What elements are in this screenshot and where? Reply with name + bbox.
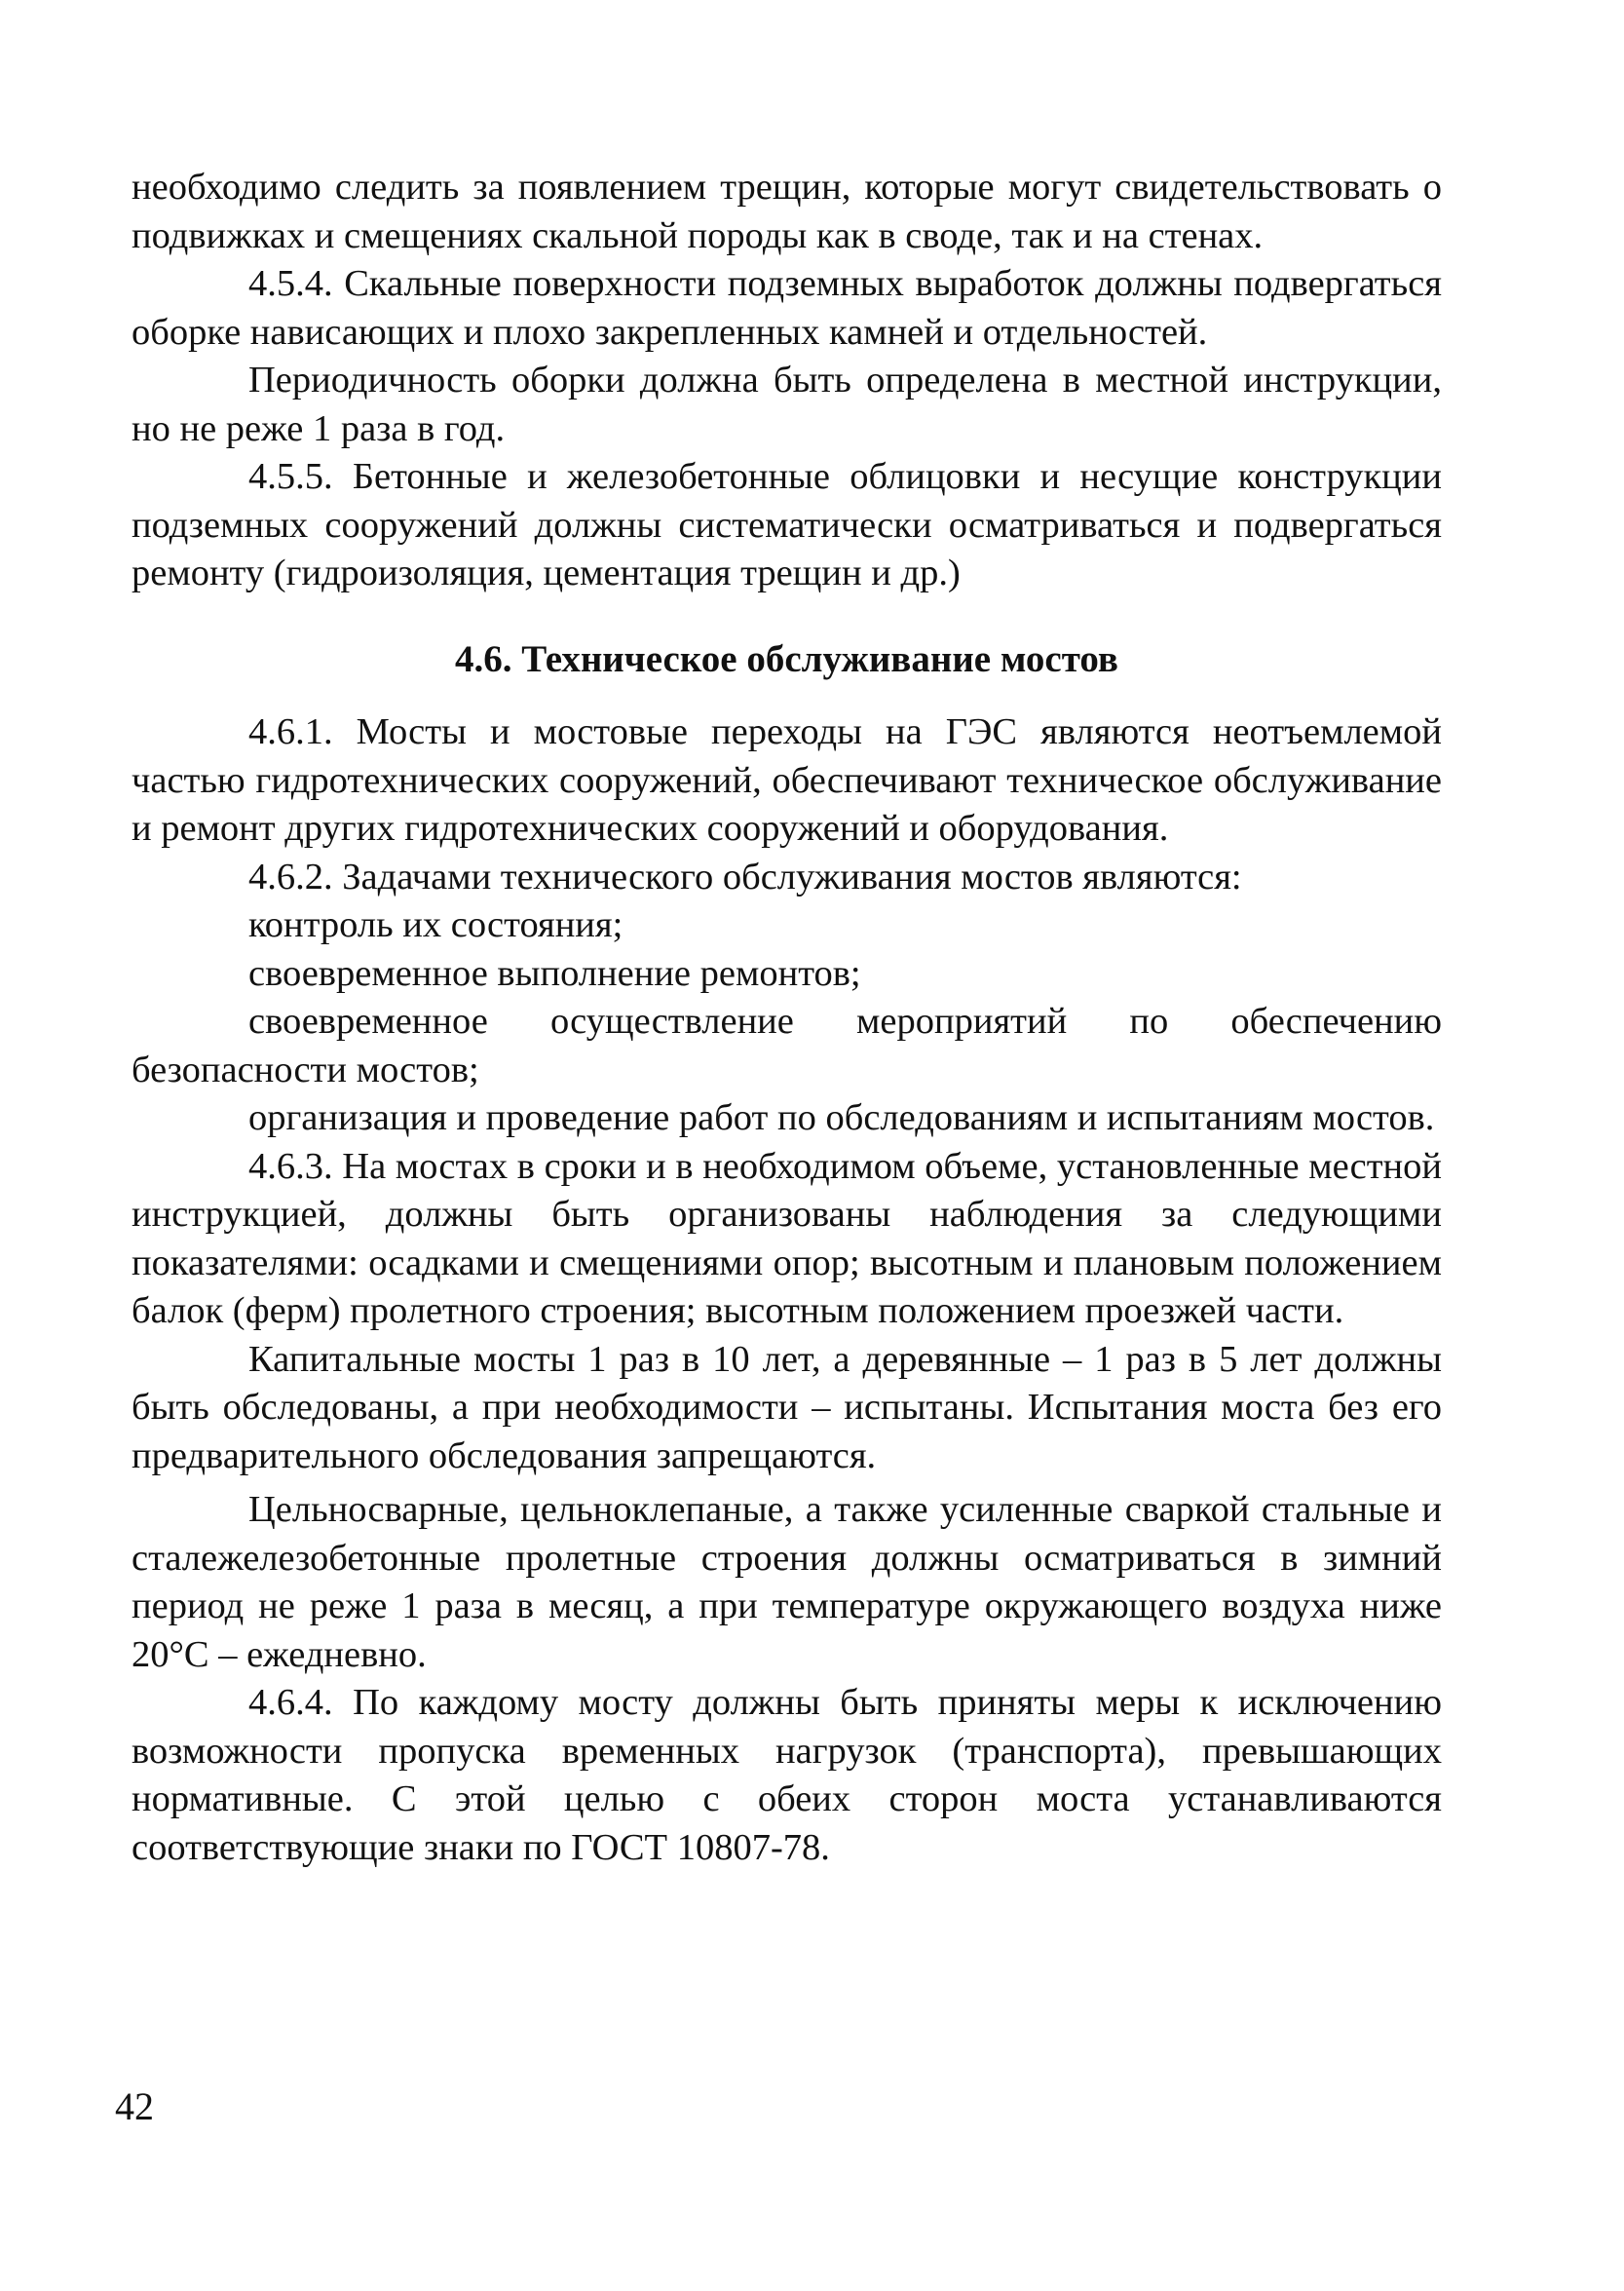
paragraph-4-5-5: 4.5.5. Бетонные и железобетонные облицовки и несущие конструкции подземных сооружений должны систематически осматриваться и подвергаться ремонту (гидроизоляция, цементация трещин и др.)	[132, 456, 1442, 593]
list-item: контроль их состояния;	[248, 904, 623, 945]
paragraph-4-6-4: 4.6.4. По каждому мосту должны быть приняты меры к исключению возможности пропуска временных нагрузок (транспорта), превышающих нормативные. С этой целью с обеих сторон моста устанавливаются соответствующие знаки по ГОСТ 10807-78.	[132, 1682, 1442, 1868]
paragraph-4-6-1: 4.6.1. Мосты и мостовые переходы на ГЭС являются неотъемлемой частью гидротехнических сооружений, обеспечивают техническое обслуживание и ремонт других гидротехнических сооружений и оборудования.	[132, 711, 1442, 849]
section-heading-4-6: 4.6. Техническое обслуживание мостов	[455, 637, 1118, 680]
paragraph-4-5-4: 4.5.4. Скальные поверхности подземных выработок должны подвергаться оборке нависающих и плохо закрепленных камней и отдельностей.	[132, 263, 1442, 353]
paragraph-capital-bridges: Капитальные мосты 1 раз в 10 лет, а деревянные – 1 раз в 5 лет должны быть обследованы, а при необходимости – испытаны. Испытания моста без его предварительного обследования запрещаются.	[132, 1338, 1442, 1476]
list-item: своевременное осуществление мероприятий по обеспечению безопасности мостов;	[132, 1001, 1442, 1090]
paragraph-continuation: необходимо следить за появлением трещин, которые могут свидетельствовать о подвижках и смещениях скальной породы как в своде, так и на стенах.	[132, 167, 1442, 256]
paragraph-periodicity: Периодичность оборки должна быть определена в местной инструкции, но не реже 1 раза в год.	[132, 360, 1442, 449]
paragraph-4-6-3: 4.6.3. На мостах в сроки и в необходимом объеме, установленные местной инструкцией, должны быть организованы наблюдения за следующими показателями: осадками и смещениями опор; высотным и плановым положением балок (ферм) пролетного строения; высотным положением проезжей части.	[132, 1145, 1442, 1331]
page-number: 42	[115, 2084, 154, 2128]
list-item: организация и проведение работ по обследованиям и испытаниям мостов.	[248, 1097, 1435, 1138]
paragraph-welded-spans: Цельносварные, цельноклепаные, а также усиленные сваркой стальные и сталежелезобетонные пролетные строения должны осматриваться в зимний период не реже 1 раза в месяц, а при температуре окружающего воздуха ниже 20°С – ежедневно.	[132, 1489, 1442, 1675]
list-item: своевременное выполнение ремонтов;	[248, 952, 861, 994]
page-body	[132, 164, 1442, 1872]
paragraph-4-6-2: 4.6.2. Задачами технического обслуживания мостов являются:	[248, 856, 1242, 897]
